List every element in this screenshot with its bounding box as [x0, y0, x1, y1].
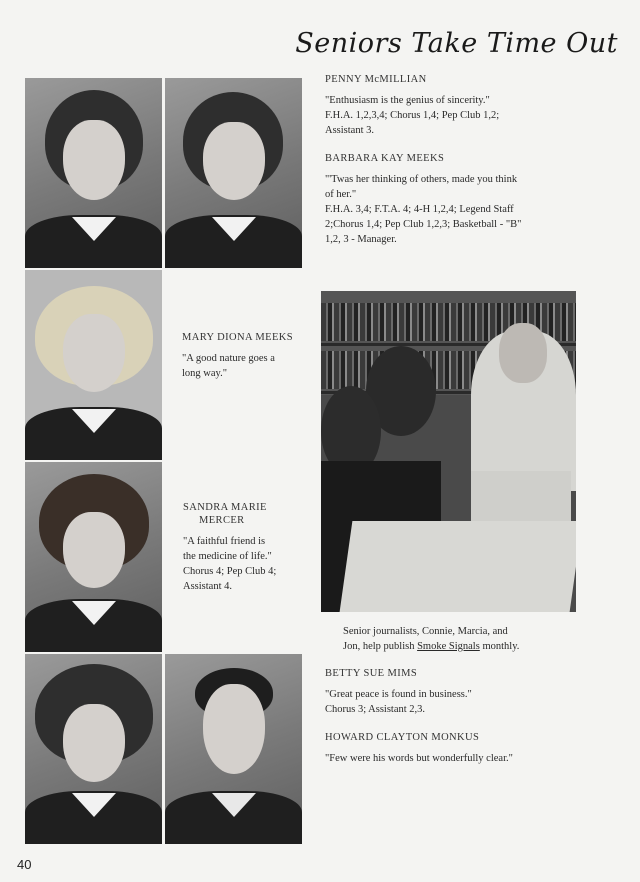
- senior-name: SANDRA MARIE: [183, 502, 267, 513]
- senior-activities: Chorus 3; Assistant 2,3.: [325, 704, 426, 715]
- senior-name: BARBARA KAY MEEKS: [325, 153, 445, 164]
- senior-quote: the medicine of life.": [183, 551, 272, 562]
- senior-name: MARY DIONA MEEKS: [182, 332, 294, 343]
- senior-name: PENNY McMILLIAN: [325, 74, 427, 85]
- senior-quote: of her.": [325, 189, 357, 200]
- senior-activities: Assistant 4.: [183, 581, 233, 592]
- group-photo-journalists: [321, 291, 576, 612]
- portrait-barbara-kay-meeks: [165, 78, 302, 268]
- senior-activities: F.H.A. 3,4; F.T.A. 4; 4-H 1,2,4; Legend Staff: [325, 204, 514, 215]
- page-number: 40: [17, 857, 32, 872]
- senior-activities: 1,2, 3 - Manager.: [325, 234, 397, 245]
- senior-activities: 2;Chorus 1,4; Pep Club 1,2,3; Basketball - "B": [325, 219, 522, 230]
- photo-caption: [343, 624, 583, 654]
- caption-text: Jon, help publish: [343, 641, 418, 652]
- caption-text: monthly.: [479, 641, 520, 652]
- senior-activities: F.H.A. 1,2,3,4; Chorus 1,4; Pep Club 1,2;: [325, 110, 500, 121]
- portrait-betty-sue-mims: [25, 654, 162, 844]
- senior-quote: "Few were his words but wonderfully clear.": [325, 753, 513, 764]
- publication-title: Smoke Signals: [417, 641, 480, 652]
- portrait-sandra-marie-mercer: [25, 462, 162, 652]
- caption-line: Senior journalists, Connie, Marcia, and: [343, 626, 508, 637]
- senior-quote: long way.": [182, 368, 228, 379]
- senior-name: MERCER: [199, 515, 245, 526]
- senior-entry-howard: [325, 732, 625, 766]
- senior-quote: "A faithful friend is: [183, 536, 266, 547]
- senior-quote: "Enthusiasm is the genius of sincerity.": [325, 95, 490, 106]
- senior-name: BETTY SUE MIMS: [325, 668, 418, 679]
- page-title: Seniors Take Time Out: [295, 28, 618, 59]
- portrait-penny-mcmillian: [25, 78, 162, 268]
- senior-quote: "'Twas her thinking of others, made you think: [325, 174, 518, 185]
- portrait-mary-diona-meeks: [25, 270, 162, 460]
- senior-entry-sandra: [183, 502, 313, 594]
- caption-line: [343, 639, 583, 654]
- senior-activities: Assistant 3.: [325, 125, 375, 136]
- senior-entry-mary: [182, 332, 312, 381]
- senior-name: HOWARD CLAYTON MONKUS: [325, 732, 480, 743]
- senior-quote: "Great peace is found in business.": [325, 689, 472, 700]
- senior-entry-penny: [325, 74, 625, 138]
- senior-entry-barbara: [325, 153, 625, 247]
- senior-entry-betty: [325, 668, 625, 717]
- portrait-howard-clayton-monkus: [165, 654, 302, 844]
- senior-quote: "A good nature goes a: [182, 353, 275, 364]
- senior-activities: Chorus 4; Pep Club 4;: [183, 566, 277, 577]
